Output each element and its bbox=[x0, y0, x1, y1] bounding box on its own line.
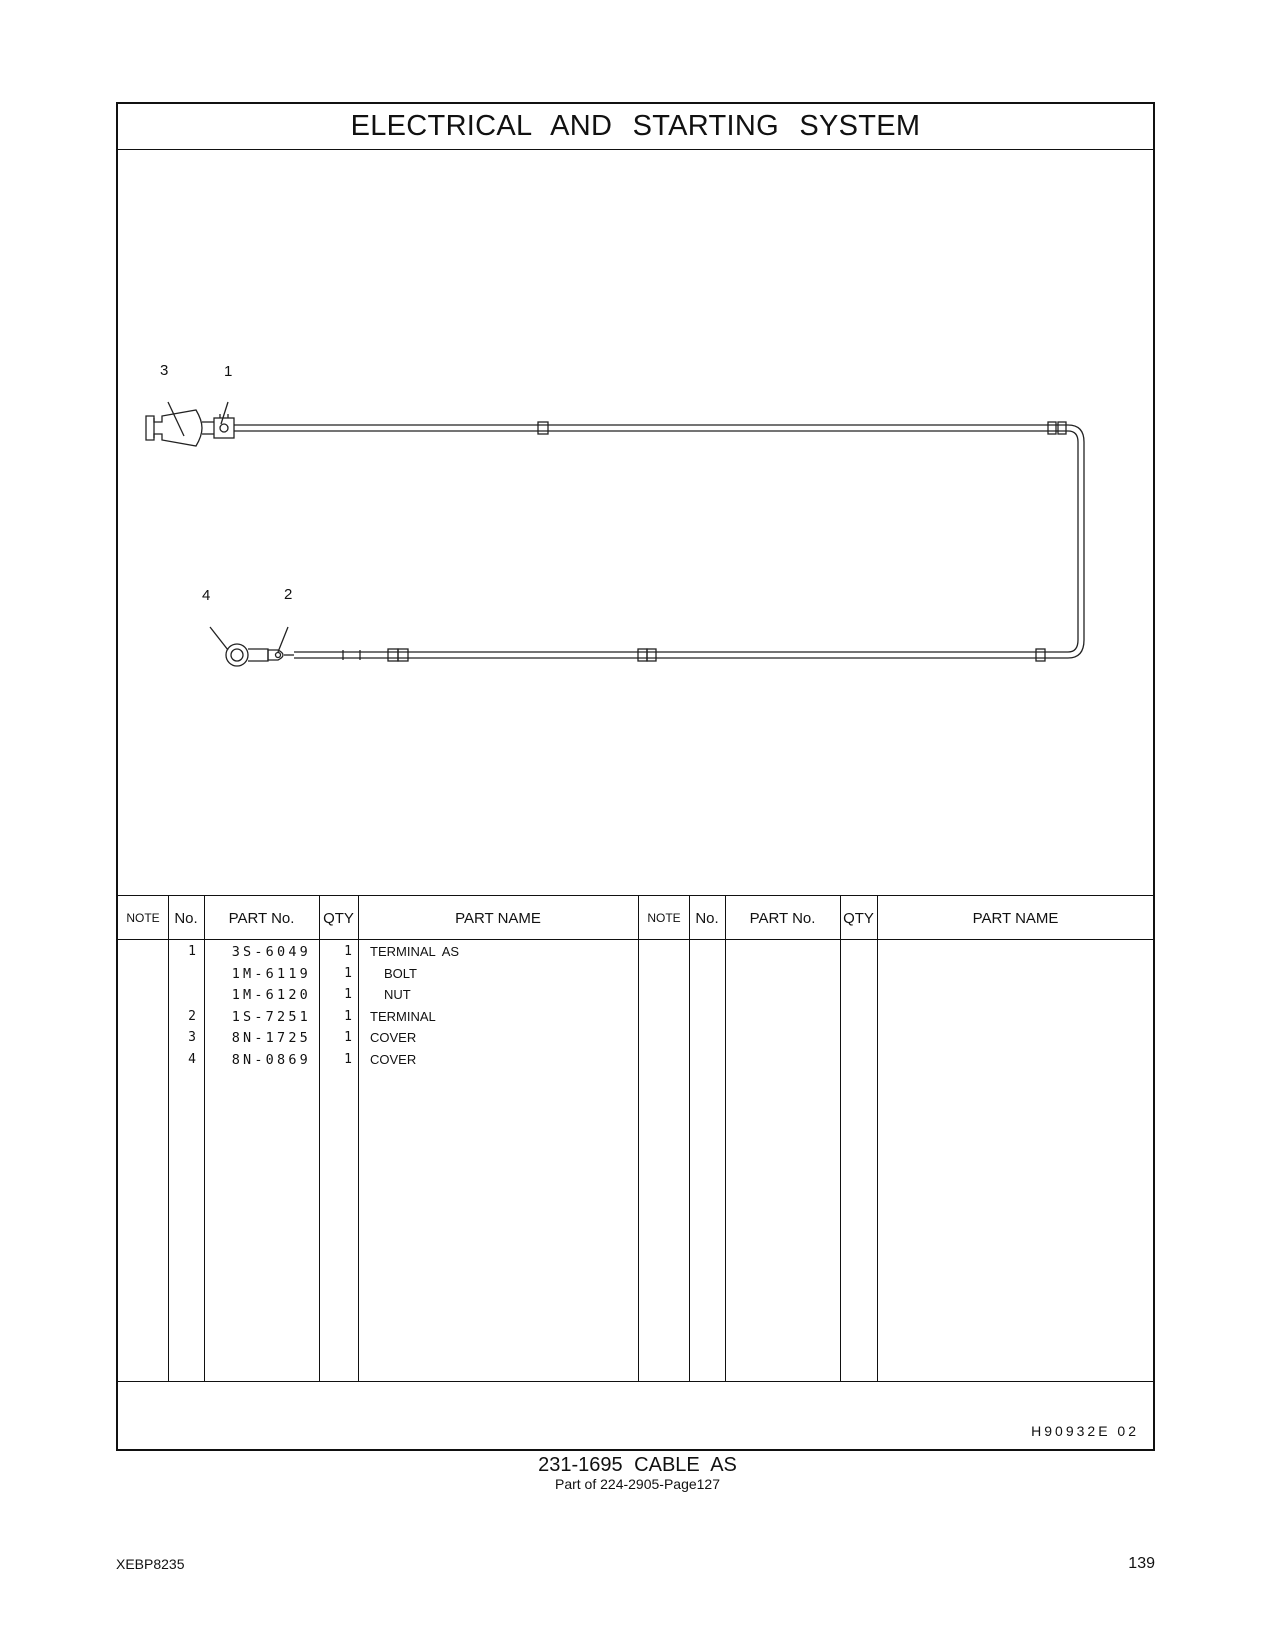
callout-3: 3 bbox=[160, 362, 169, 379]
page-frame bbox=[116, 102, 1155, 1451]
part-number: 1S-7251 bbox=[231, 1008, 311, 1025]
header-no: No. bbox=[174, 909, 198, 927]
assembly-title: 231-1695 CABLE AS bbox=[538, 1454, 737, 1476]
illustration-ref: H90932E 02 bbox=[1031, 1423, 1139, 1439]
table-body bbox=[118, 944, 638, 1073]
table-header-right bbox=[639, 896, 1154, 940]
table-row bbox=[118, 966, 638, 988]
quantity: 1 bbox=[344, 1030, 352, 1045]
item-number: 1 bbox=[188, 944, 196, 959]
header-no-right: No. bbox=[695, 909, 719, 927]
part-name: BOLT bbox=[384, 965, 417, 981]
table-row bbox=[118, 1052, 638, 1074]
quantity: 1 bbox=[344, 987, 352, 1002]
page-title: ELECTRICAL AND STARTING SYSTEM bbox=[350, 110, 921, 142]
callout-4: 4 bbox=[202, 587, 211, 604]
page-number: 139 bbox=[1128, 1555, 1155, 1572]
illustration-ref-band bbox=[118, 1381, 1153, 1451]
part-name: TERMINAL AS bbox=[370, 944, 460, 959]
part-name: TERMINAL bbox=[370, 1008, 436, 1024]
part-number: 3S-6049 bbox=[231, 944, 311, 960]
header-part-no: PART No. bbox=[228, 909, 295, 927]
header-part-name: PART NAME bbox=[455, 909, 541, 927]
table-header bbox=[118, 896, 638, 940]
header-part-no-right: PART No. bbox=[749, 909, 816, 927]
part-number: 8N-1725 bbox=[231, 1030, 311, 1046]
table-row bbox=[118, 987, 638, 1009]
item-number: 4 bbox=[188, 1051, 196, 1067]
part-number: 8N-0869 bbox=[231, 1051, 311, 1068]
header-part-name-right: PART NAME bbox=[972, 909, 1059, 927]
item-number: 2 bbox=[188, 1008, 196, 1024]
callout-2: 2 bbox=[284, 586, 293, 603]
item-number: 3 bbox=[188, 1030, 196, 1045]
title-bar bbox=[118, 104, 1153, 150]
cable-diagram bbox=[118, 150, 1153, 895]
part-number: 1M-6119 bbox=[231, 965, 311, 982]
parts-illustration bbox=[118, 150, 1153, 895]
part-number: 1M-6120 bbox=[231, 987, 311, 1003]
header-qty-right: QTY bbox=[843, 909, 874, 927]
header-note-right: NOTE bbox=[647, 911, 681, 925]
part-name: COVER bbox=[370, 1030, 417, 1045]
assembly-parent: Part of 224-2905-Page127 bbox=[554, 1476, 720, 1492]
table-row bbox=[118, 1009, 638, 1031]
header-note: NOTE bbox=[126, 911, 160, 925]
table-row bbox=[118, 944, 638, 966]
parts-list-left bbox=[118, 896, 638, 1381]
quantity: 1 bbox=[344, 1051, 352, 1067]
callout-1: 1 bbox=[224, 363, 233, 380]
parts-list bbox=[118, 895, 1153, 1381]
header-qty: QTY bbox=[323, 909, 354, 927]
publication-number: XEBP8235 bbox=[116, 1556, 185, 1572]
quantity: 1 bbox=[344, 944, 352, 959]
part-name: NUT bbox=[384, 987, 411, 1002]
table-row bbox=[118, 1030, 638, 1052]
quantity: 1 bbox=[344, 1008, 352, 1024]
quantity: 1 bbox=[344, 965, 352, 981]
parts-list-right bbox=[638, 896, 1154, 1381]
part-name: COVER bbox=[370, 1051, 417, 1067]
